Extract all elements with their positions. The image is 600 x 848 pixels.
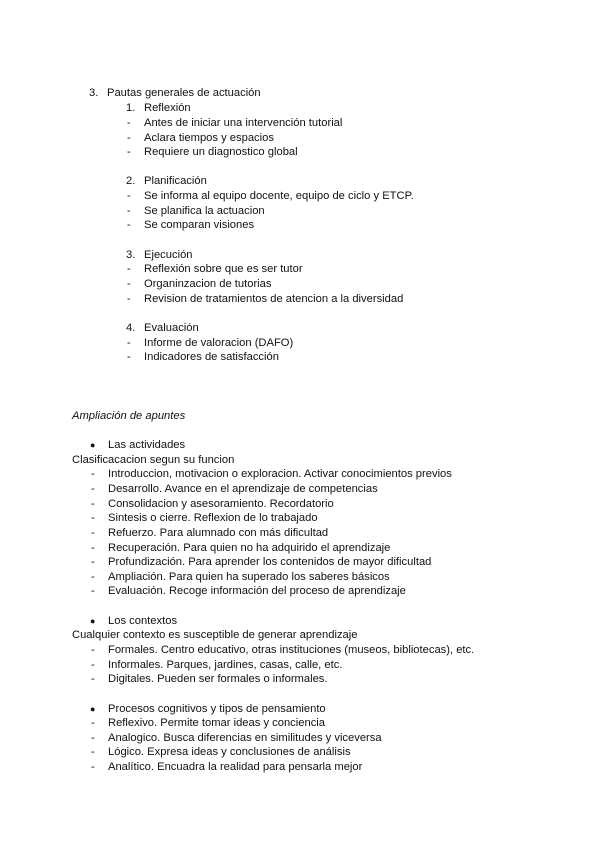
list-item-text: Indicadores de satisfacción [144, 351, 279, 363]
list-item-text: Aclara tiempos y espacios [144, 132, 274, 144]
list-item-text: Ampliación. Para quien ha superado los saberes básicos [108, 571, 390, 583]
dash-marker: - [127, 117, 131, 129]
subsection-title: Evaluación [144, 322, 199, 334]
dash-marker: - [127, 278, 131, 290]
bullet-marker: ● [90, 440, 96, 450]
subsection-title: Planificación [144, 175, 207, 187]
dash-marker: - [91, 673, 95, 685]
dash-marker: - [91, 644, 95, 656]
block-subheading: Clasificacacion segun su funcion [72, 454, 235, 466]
subsection-title: Reflexión [144, 102, 191, 114]
subsection-marker: 4. [126, 322, 136, 334]
bullet-marker: ● [90, 704, 96, 714]
list-item-text: Reflexivo. Permite tomar ideas y conciencia [108, 717, 326, 729]
section-3-title: Pautas generales de actuación [107, 87, 261, 99]
dash-marker: - [127, 132, 131, 144]
dash-marker: - [91, 761, 95, 773]
section-3-marker: 3. [89, 87, 99, 99]
dash-marker: - [91, 512, 95, 524]
bullet-heading-text: Procesos cognitivos y tipos de pensamiento [108, 703, 326, 715]
dash-marker: - [91, 498, 95, 510]
list-item-text: Se comparan visiones [144, 219, 255, 231]
dash-marker: - [127, 293, 131, 305]
list-item-text: Reflexión sobre que es ser tutor [144, 263, 303, 275]
dash-marker: - [91, 571, 95, 583]
block-subheading: Cualquier contexto es susceptible de generar aprendizaje [72, 629, 358, 641]
dash-marker: - [91, 483, 95, 495]
dash-marker: - [91, 717, 95, 729]
dash-marker: - [91, 527, 95, 539]
ampliacion-title: Ampliación de apuntes [72, 410, 186, 422]
subsection-marker: 2. [126, 175, 136, 187]
list-item-text: Formales. Centro educativo, otras instituciones (museos, bibliotecas), etc. [108, 644, 475, 656]
bullet-heading-text: Los contextos [108, 615, 178, 627]
dash-marker: - [127, 219, 131, 231]
list-item-text: Desarrollo. Avance en el aprendizaje de competencias [108, 483, 378, 495]
dash-marker: - [127, 337, 131, 349]
list-item-text: Informe de valoracion (DAFO) [144, 337, 294, 349]
dash-marker: - [127, 263, 131, 275]
dash-marker: - [127, 351, 131, 363]
list-item-text: Refuerzo. Para alumnado con más dificultad [108, 527, 329, 539]
list-item-text: Consolidacion y asesoramiento. Recordatorio [108, 498, 334, 510]
list-item-text: Antes de iniciar una intervención tutorial [144, 117, 343, 129]
dash-marker: - [91, 746, 95, 758]
dash-marker: - [91, 659, 95, 671]
subsection-marker: 1. [126, 102, 136, 114]
dash-marker: - [91, 556, 95, 568]
list-item-text: Informales. Parques, jardines, casas, calle, etc. [108, 659, 343, 671]
dash-marker: - [127, 190, 131, 202]
bullet-heading-text: Las actividades [108, 439, 186, 451]
bullet-marker: ● [90, 616, 96, 626]
list-item-text: Introduccion, motivacion o exploracion. Activar conocimientos previos [108, 468, 452, 480]
list-item-text: Lógico. Expresa ideas y conclusiones de análisis [108, 746, 351, 758]
list-item-text: Recuperación. Para quien no ha adquirido el aprendizaje [108, 542, 391, 554]
subsection-marker: 3. [126, 249, 136, 261]
dash-marker: - [91, 732, 95, 744]
list-item-text: Analítico. Encuadra la realidad para pensarla mejor [108, 761, 363, 773]
list-item-text: Profundización. Para aprender los contenidos de mayor dificultad [108, 556, 432, 568]
dash-marker: - [127, 205, 131, 217]
list-item-text: Evaluación. Recoge información del proceso de aprendizaje [108, 585, 406, 597]
dash-marker: - [91, 542, 95, 554]
list-item-text: Revision de tratamientos de atencion a la diversidad [144, 293, 404, 305]
list-item-text: Se planifica la actuacion [144, 205, 265, 217]
list-item-text: Digitales. Pueden ser formales o informales. [108, 673, 328, 685]
list-item-text: Organinzacion de tutorias [144, 278, 272, 290]
list-item-text: Requiere un diagnostico global [144, 146, 298, 158]
dash-marker: - [127, 146, 131, 158]
list-item-text: Analogico. Busca diferencias en similitudes y viceversa [108, 732, 382, 744]
dash-marker: - [91, 585, 95, 597]
list-item-text: Se informa al equipo docente, equipo de ciclo y ETCP. [144, 190, 414, 202]
dash-marker: - [91, 468, 95, 480]
subsection-title: Ejecución [144, 249, 193, 261]
list-item-text: Sintesis o cierre. Reflexion de lo trabajado [108, 512, 318, 524]
